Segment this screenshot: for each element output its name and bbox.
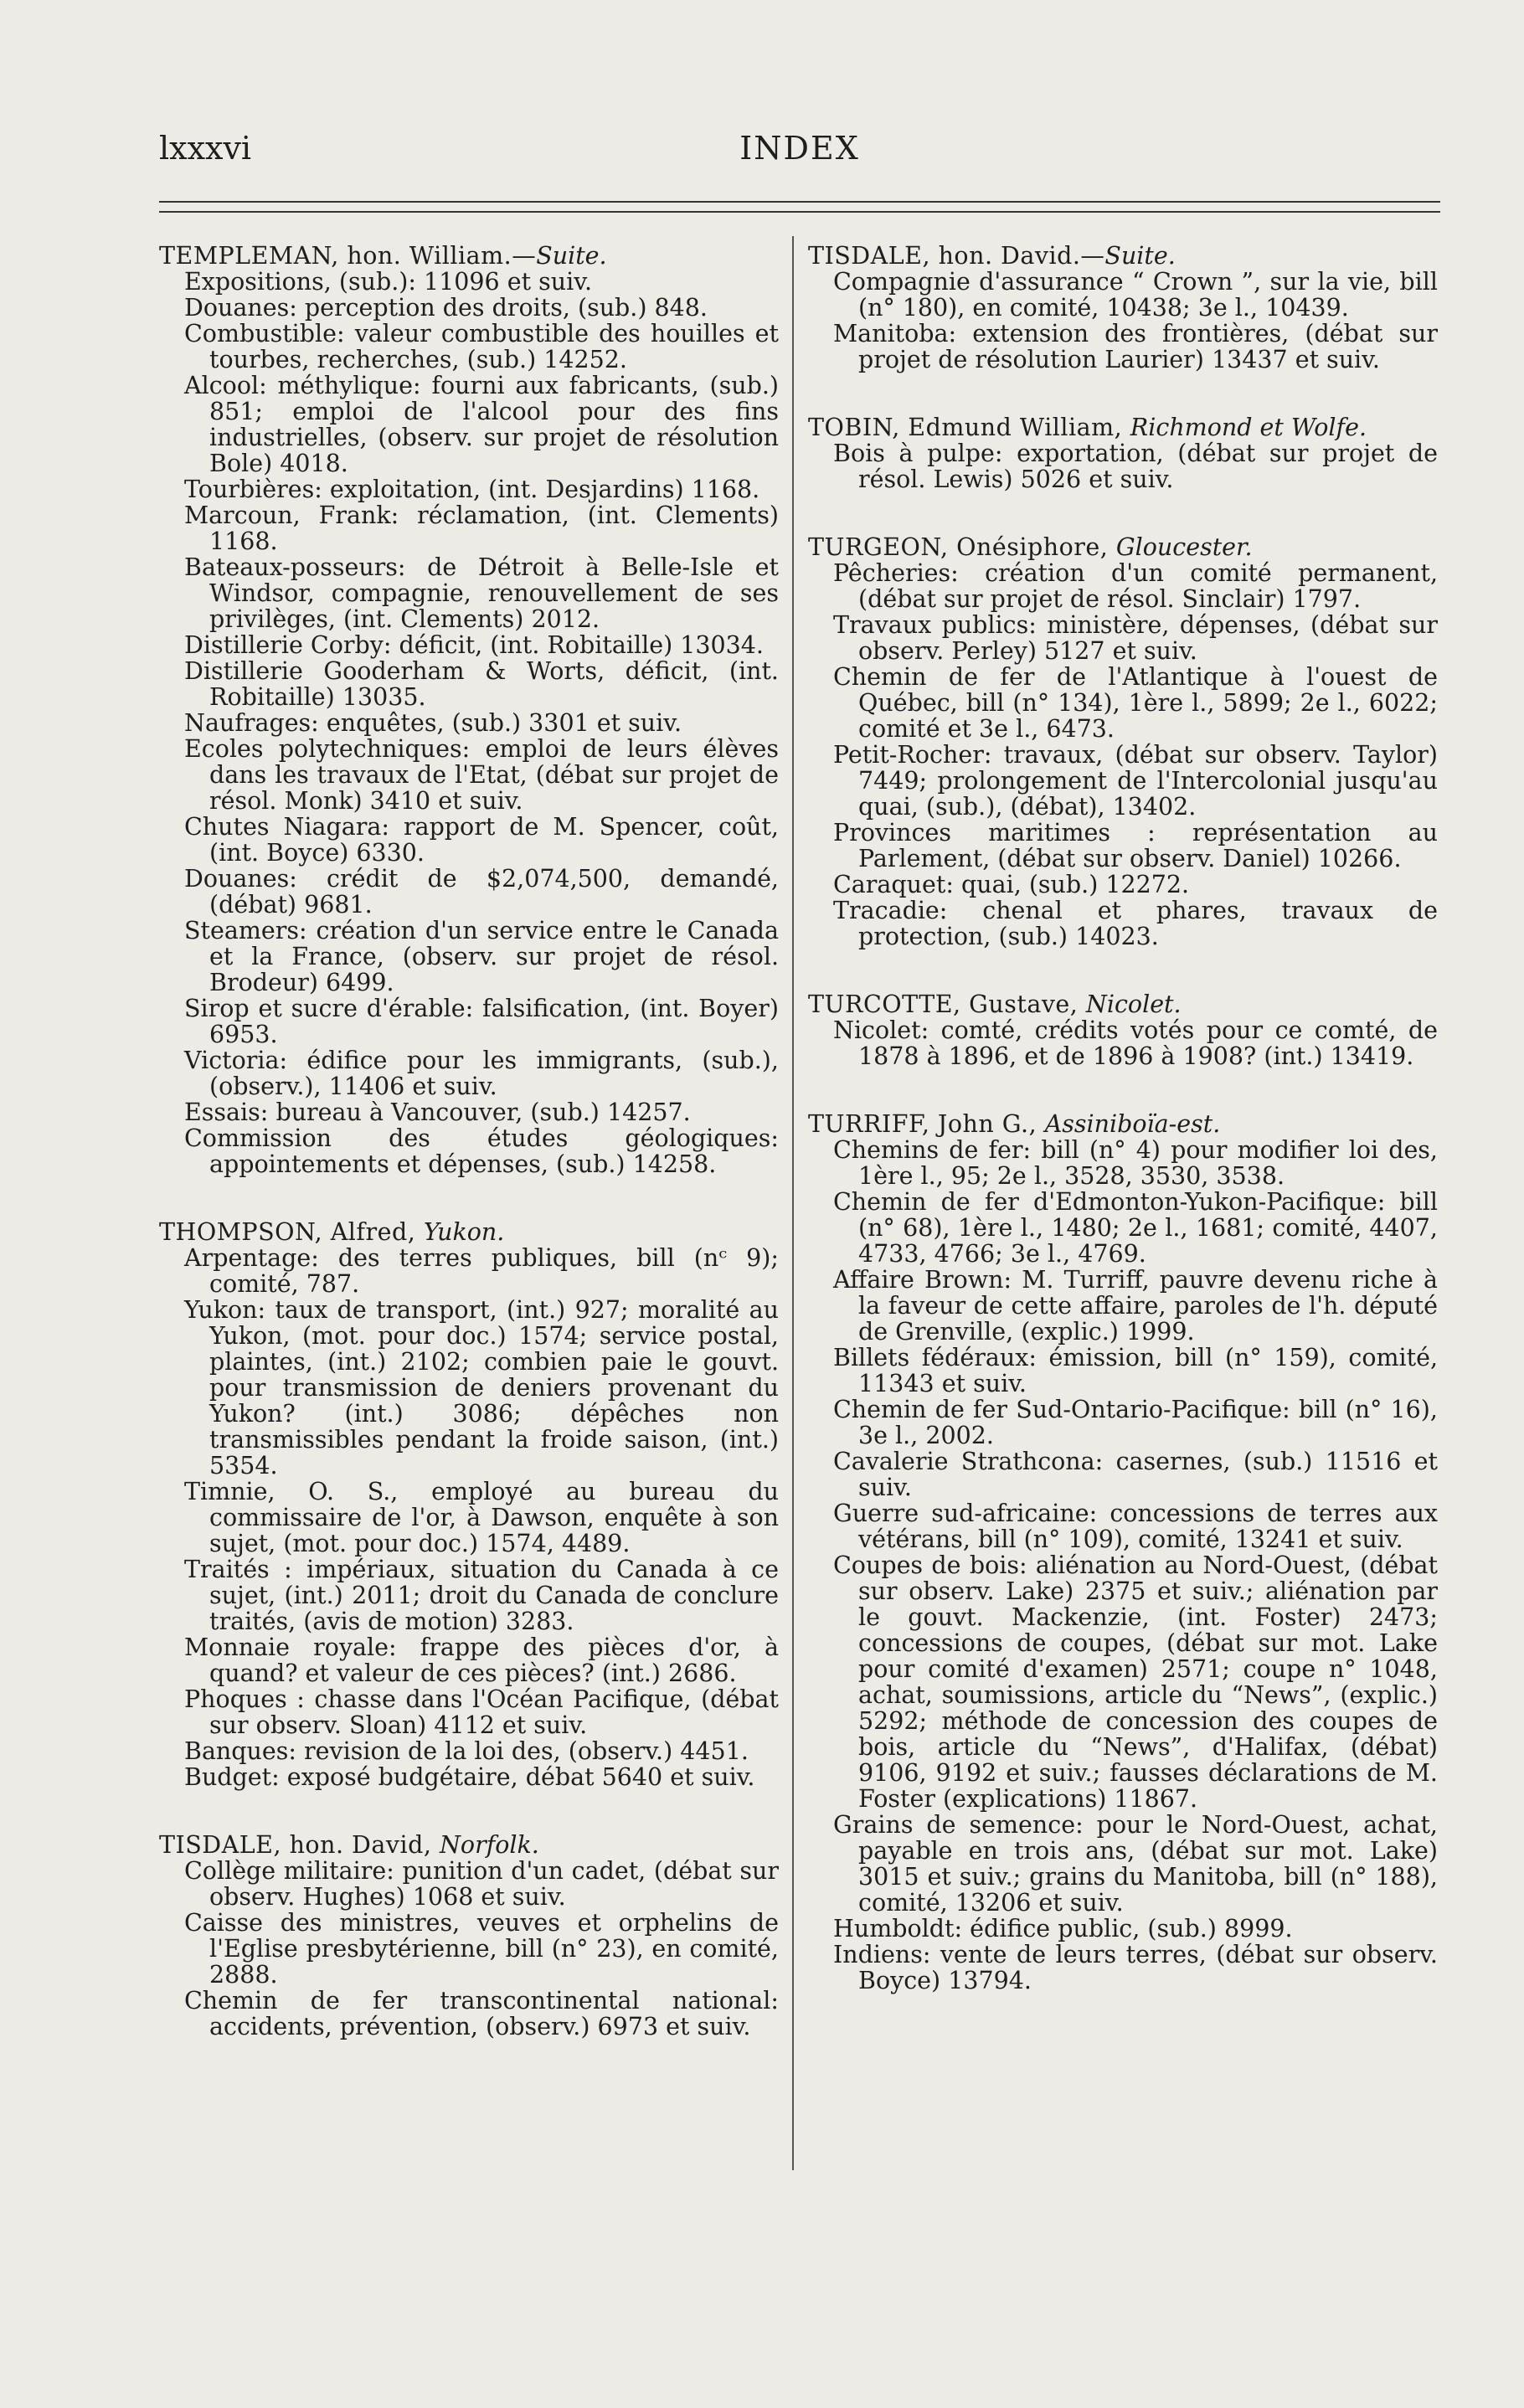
- index-entry: [808, 991, 1438, 1069]
- index-item: Douanes: crédit de $2,074,500, demandé, (débat) 9681.: [184, 865, 779, 918]
- page-number: lxxxvi: [159, 130, 252, 167]
- index-item: Coupes de bois: aliénation au Nord-Ouest, (débat sur observ. Lake) 2375 et suiv.; aliénation par le gouvt. Mackenzie, (int. Foster) 2473; concessions de coupes, (débat sur mot. Lake pour comité d'examen) 2571; coupe n° 1048, achat, soumissions, article du “News”, (explic.) 5292; méthode de concession des coupes de bois, article du “News”, d'Halifax, (débat) 9106, 9192 et suiv.; fausses déclarations de M. Foster (explications) 11867.: [833, 1551, 1438, 1813]
- index-item: Bateaux-posseurs: de Détroit à Belle-Isle et Windsor, compagnie, renouvellement de ses privilèges, (int. Clements) 2012.: [184, 553, 779, 633]
- index-item: Travaux publics: ministère, dépenses, (débat sur observ. Perley) 5127 et suiv.: [833, 611, 1438, 665]
- entry-items: [808, 1017, 1438, 1069]
- index-item: Compagnie d'assurance “ Crown ”, sur la vie, bill (n° 180), en comité, 10438; 3e l., 10439.: [833, 268, 1438, 322]
- index-item: Grains de semence: pour le Nord-Ouest, achat, payable en trois ans, (débat sur mot. Lake) 3015 et suiv.; grains du Manitoba, bill (n° 188), comité, 13206 et suiv.: [833, 1811, 1438, 1917]
- index-item: Steamers: création d'un service entre le Canada et la France, (observ. sur projet de résol. Brodeur) 6499.: [184, 917, 779, 996]
- index-item: Yukon: taux de transport, (int.) 927; moralité au Yukon, (mot. pour doc.) 1574; service postal, plaintes, (int.) 2102; combien paie le gouvt. pour transmission de deniers provenant du Yukon? (int.) 3086; dépêches non transmissibles pendant la froide saison, (int.) 5354.: [184, 1296, 779, 1479]
- right-column: [808, 243, 1438, 2035]
- index-item: Traités : impériaux, situation du Canada à ce sujet, (int.) 2011; droit du Canada de conclure traités, (avis de motion) 3283.: [184, 1556, 779, 1635]
- index-item: Timnie, O. S., employé au bureau du commissaire de l'or, à Dawson, enquête à son sujet, (mot. pour doc.) 1574, 4489.: [184, 1478, 779, 1557]
- index-item: Arpentage: des terres publiques, bill (nᶜ 9); comité, 787.: [184, 1244, 779, 1298]
- index-item: Guerre sud-africaine: concessions de terres aux vétérans, bill (n° 109), comité, 13241 et suiv.: [833, 1500, 1438, 1553]
- entry-riding: Gloucester.: [1115, 533, 1253, 561]
- entry-name: TURRIFF, John G.,: [808, 1110, 1045, 1138]
- index-entry: [808, 243, 1438, 373]
- index-item: Victoria: édifice pour les immigrants, (sub.), (observ.), 11406 et suiv.: [184, 1047, 779, 1100]
- entry-name: TISDALE, hon. David,: [159, 1831, 440, 1859]
- index-item: Chutes Niagara: rapport de M. Spencer, coût, (int. Boyce) 6330.: [184, 813, 779, 867]
- index-item: Essais: bureau à Vancouver, (sub.) 14257.: [184, 1099, 691, 1126]
- entry-riding: Suite.: [1104, 242, 1176, 270]
- entry-name: TEMPLEMAN, hon. William.—: [159, 242, 537, 270]
- index-entry: [159, 1219, 779, 1790]
- index-entry: [808, 1111, 1438, 1994]
- index-item: Combustible: valeur combustible des houilles et tourbes, recherches, (sub.) 14252.: [184, 320, 779, 373]
- index-item: Budget: exposé budgétaire, débat 5640 et suiv.: [184, 1763, 755, 1791]
- entry-name: TOBIN, Edmund William,: [808, 414, 1130, 441]
- entry-items: [808, 1137, 1438, 1994]
- index-item: Tracadie: chenal et phares, travaux de protection, (sub.) 14023.: [833, 897, 1438, 950]
- entry-heading: [159, 1832, 779, 1858]
- entry-heading: [808, 991, 1438, 1017]
- entry-heading: [808, 243, 1438, 269]
- index-entry: [159, 243, 779, 1177]
- index-entry: [808, 414, 1438, 492]
- column-divider: [792, 236, 794, 2170]
- entry-riding: Norfolk.: [439, 1831, 539, 1859]
- left-column: [159, 243, 779, 2081]
- entry-heading: [159, 243, 779, 269]
- index-item: Petit-Rocher: travaux, (débat sur observ. Taylor) 7449; prolongement de l'Intercolonial jusqu'au quai, (sub.), (débat), 13402.: [833, 741, 1438, 821]
- index-item: Collège militaire: punition d'un cadet, (débat sur observ. Hughes) 1068 et suiv.: [184, 1857, 779, 1911]
- index-item: Distillerie Gooderham & Worts, déficit, (int. Robitaille) 13035.: [184, 657, 779, 711]
- index-item: Distillerie Corby: déficit, (int. Robitaille) 13034.: [184, 631, 764, 659]
- index-item: Commission des études géologiques: appointements et dépenses, (sub.) 14258.: [184, 1124, 779, 1178]
- index-item: Phoques : chasse dans l'Océan Pacifique, (débat sur observ. Sloan) 4112 et suiv.: [184, 1685, 779, 1739]
- entry-name: TISDALE, hon. David.—: [808, 242, 1105, 270]
- entry-items: [159, 1245, 779, 1790]
- index-item: Chemin de fer d'Edmonton-Yukon-Pacifique: bill (n° 68), 1ère l., 1480; 2e l., 1681; comité, 4407, 4733, 4766; 3e l., 4769.: [833, 1188, 1438, 1268]
- index-item: Billets fédéraux: émission, bill (n° 159), comité, 11343 et suiv.: [833, 1344, 1438, 1397]
- page-title: INDEX: [739, 130, 860, 167]
- index-item: Chemin de fer transcontinental national: accidents, prévention, (observ.) 6973 et suiv.: [184, 1987, 779, 2040]
- entry-items: [808, 269, 1438, 373]
- index-item: Indiens: vente de leurs terres, (débat sur observ. Boyce) 13794.: [833, 1941, 1438, 1994]
- index-item: Caraquet: quai, (sub.) 12272.: [833, 871, 1190, 898]
- index-item: Affaire Brown: M. Turriff, pauvre devenu riche à la faveur de cette affaire, paroles de l'h. député de Grenville, (explic.) 1999.: [833, 1266, 1438, 1345]
- index-item: Bois à pulpe: exportation, (débat sur projet de résol. Lewis) 5026 et suiv.: [833, 440, 1438, 493]
- index-entry: [808, 534, 1438, 949]
- entry-name: TURCOTTE, Gustave,: [808, 990, 1086, 1018]
- entry-riding: Richmond et Wolfe.: [1130, 414, 1367, 441]
- index-item: Banques: revision de la loi des, (observ.) 4451.: [184, 1737, 749, 1765]
- entry-heading: [808, 534, 1438, 560]
- entry-name: THOMPSON, Alfred,: [159, 1218, 424, 1246]
- entry-riding: Suite.: [536, 242, 607, 270]
- index-item: Tourbières: exploitation, (int. Desjardins) 1168.: [184, 476, 760, 503]
- index-item: Chemins de fer: bill (n° 4) pour modifier loi des, 1ère l., 95; 2e l., 3528, 3530, 3538.: [833, 1136, 1438, 1190]
- index-item: Alcool: méthylique: fourni aux fabricants, (sub.) 851; emploi de l'alcool pour des fins industrielles, (observ. sur projet de résolution Bole) 4018.: [184, 372, 779, 477]
- index-item: Humboldt: édifice public, (sub.) 8999.: [833, 1915, 1293, 1942]
- index-item: Caisse des ministres, veuves et orphelins de l'Eglise presbytérienne, bill (n° 23), en comité, 2888.: [184, 1909, 779, 1989]
- entry-items: [808, 440, 1438, 492]
- index-item: Monnaie royale: frappe des pièces d'or, à quand? et valeur de ces pièces? (int.) 2686.: [184, 1634, 779, 1687]
- index-item: Manitoba: extension des frontières, (débat sur projet de résolution Laurier) 13437 et suiv.: [833, 320, 1438, 373]
- entry-riding: Nicolet.: [1085, 990, 1182, 1018]
- header-rule-bottom: [159, 211, 1440, 213]
- entry-items: [159, 1858, 779, 2040]
- entry-riding: Assiniboïa-est.: [1044, 1110, 1221, 1138]
- entry-name: TURGEON, Onésiphore,: [808, 533, 1116, 561]
- index-item: Provinces maritimes : représentation au Parlement, (débat sur observ. Daniel) 10266.: [833, 819, 1438, 872]
- index-item: Sirop et sucre d'érable: falsification, (int. Boyer) 6953.: [184, 995, 779, 1048]
- index-item: Nicolet: comté, crédits votés pour ce comté, de 1878 à 1896, et de 1896 à 1908? (int.) 13419.: [833, 1016, 1438, 1070]
- index-item: Douanes: perception des droits, (sub.) 848.: [184, 294, 708, 322]
- index-entry: [159, 1832, 779, 2040]
- entry-heading: [159, 1219, 779, 1245]
- index-item: Naufrages: enquêtes, (sub.) 3301 et suiv.: [184, 709, 682, 737]
- header-rule-top: [159, 201, 1440, 203]
- index-item: Chemin de fer Sud-Ontario-Pacifique: bill (n° 16), 3e l., 2002.: [833, 1396, 1438, 1449]
- index-item: Marcoun, Frank: réclamation, (int. Clements) 1168.: [184, 502, 779, 555]
- index-item: Ecoles polytechniques: emploi de leurs élèves dans les travaux de l'Etat, (débat sur projet de résol. Monk) 3410 et suiv.: [184, 735, 779, 815]
- index-item: Cavalerie Strathcona: casernes, (sub.) 11516 et suiv.: [833, 1448, 1438, 1501]
- index-item: Pêcheries: création d'un comité permanent, (débat sur projet de résol. Sinclair) 1797.: [833, 559, 1438, 613]
- index-item: Expositions, (sub.): 11096 et suiv.: [184, 268, 593, 296]
- index-item: Chemin de fer de l'Atlantique à l'ouest de Québec, bill (n° 134), 1ère l., 5899; 2e l., 6022; comité et 3e l., 6473.: [833, 663, 1438, 743]
- entry-riding: Yukon.: [423, 1218, 505, 1246]
- entry-items: [159, 269, 779, 1177]
- entry-heading: [808, 414, 1438, 440]
- entry-heading: [808, 1111, 1438, 1137]
- page-header: [159, 130, 1440, 180]
- entry-items: [808, 560, 1438, 949]
